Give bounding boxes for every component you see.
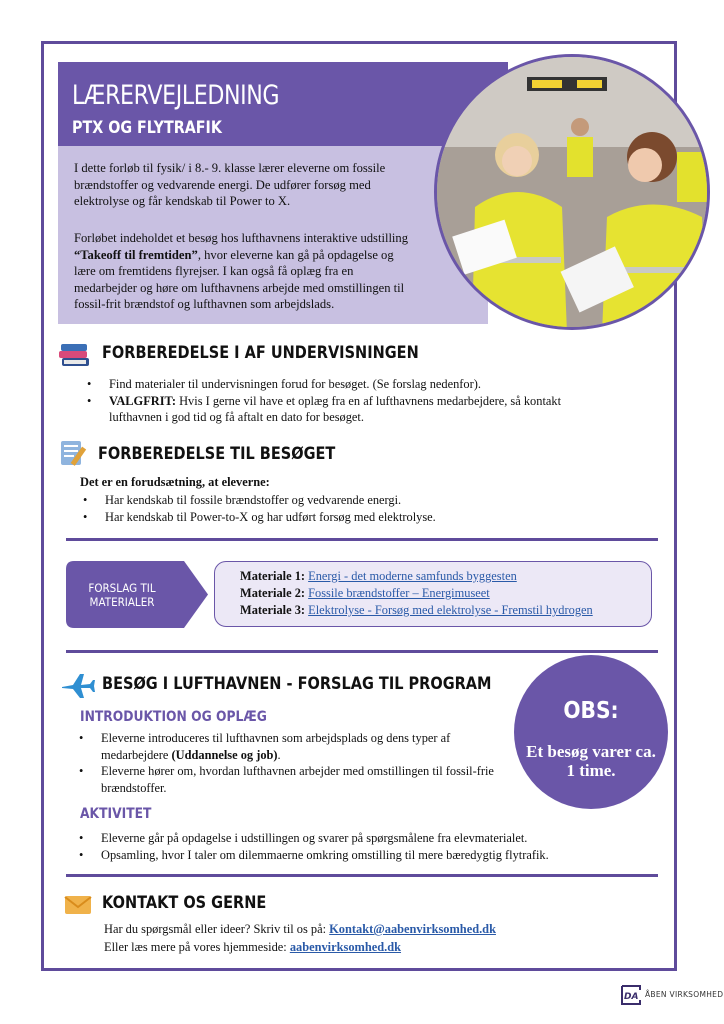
material-row-2: Materiale 2: Fossile brændstoffer – Energimuseet bbox=[240, 586, 490, 600]
list-item: • Find materialer til undervisningen forud for besøget. (Se forslag nedenfor). bbox=[84, 376, 564, 393]
intro-box bbox=[58, 146, 488, 324]
material-row-1: Materiale 1: Energi - det moderne samfunds byggesten bbox=[240, 569, 517, 583]
page-subtitle: PTX OG FLYTRAFIK bbox=[72, 118, 222, 138]
section-visit-prep-list bbox=[80, 492, 580, 525]
list-item: • Har kendskab til fossile brændstoffer og vedvarende energi. bbox=[80, 492, 580, 509]
activity-subtitle: AKTIVITET bbox=[80, 806, 152, 822]
divider bbox=[66, 538, 658, 541]
material-3-link[interactable]: Elektrolyse - Forsøg med elektrolyse - Fremstil hydrogen bbox=[308, 603, 593, 617]
section-program-title: BESØG I LUFTHAVNEN - FORSLAG TIL PROGRAM bbox=[102, 674, 492, 693]
airport-photo bbox=[434, 54, 710, 330]
list-item: • VALGFRIT: Hvis I gerne vil have et oplæg fra en af lufthavnens medarbejdere, så kontakt lufthavnen i god tid og få aftalt en dato for besøget. bbox=[84, 393, 564, 426]
list-item: • Har kendskab til Power-to-X og har udført forsøg med elektrolyse. bbox=[80, 509, 580, 526]
material-2-link[interactable]: Fossile brændstoffer – Energimuseet bbox=[308, 586, 490, 600]
airplane-icon bbox=[60, 670, 96, 700]
intro-paragraph-2: Forløbet indeholdet et besøg hos lufthavnens interaktive udstilling “Takeoff til fremtiden”, hvor eleverne kan gå på opdagelse og lære om fremtidens flyrejser. I kan også få oplæg fra en medarbejder og høre om lufthavnens arbejde med omstillingen til fossil-frit brændstof og lufthavnen som arbejdslads. bbox=[74, 231, 409, 312]
section-visit-prep-title: FORBEREDELSE TIL BESØGET bbox=[98, 444, 336, 463]
page-title: LÆRERVEJLEDNING bbox=[72, 80, 280, 111]
contact-line-1: Har du spørgsmål eller ideer? Skriv til os på: Kontakt@aabenvirksomhed.dk bbox=[104, 922, 496, 936]
obs-heading: OBS: bbox=[563, 698, 619, 724]
list-item: • Eleverne går på opdagelse i udstillingen og svarer på spørgsmålene fra elevmaterialet. bbox=[76, 830, 636, 847]
list-item: • Opsamling, hvor I taler om dilemmaerne omkring omstilling til mere bæredygtig flytrafik. bbox=[76, 847, 636, 864]
airport-photo-illustration bbox=[437, 57, 710, 330]
intro-paragraph-1: I dette forløb til fysik/ i 8.- 9. klasse lærer eleverne om fossile brændstoffer og vedvarende energi. De udfører forsøg med elektrolyse og får kendskab til Power to X. bbox=[74, 161, 386, 209]
list-item: • Eleverne hører om, hvordan lufthavnen arbejder med omstillingen til fossil-frie brændstoffer. bbox=[76, 763, 496, 796]
divider bbox=[66, 650, 658, 653]
list-item: • Eleverne introduceres til lufthavnen som arbejdsplads og dens typer af medarbejdere (Uddannelse og job). bbox=[76, 730, 496, 763]
section-preparation-list bbox=[84, 376, 564, 426]
obs-circle bbox=[514, 655, 668, 809]
material-1-link[interactable]: Energi - det moderne samfunds byggesten bbox=[308, 569, 517, 583]
logo-text: ÅBEN VIRKSOMHED bbox=[645, 990, 724, 999]
material-row-3: Materiale 3: Elektrolyse - Forsøg med elektrolyse - Fremstil hydrogen bbox=[240, 603, 593, 617]
checklist-icon bbox=[58, 438, 90, 468]
logo-mark-text: DA bbox=[624, 992, 639, 1002]
section-preparation-title: FORBEREDELSE I AF UNDERVISNINGEN bbox=[102, 343, 419, 362]
section-visit-prep-lead: Det er en forudsætning, at eleverne: bbox=[80, 475, 270, 489]
section-contact-title: KONTAKT OS GERNE bbox=[102, 893, 267, 912]
website-link[interactable]: aabenvirksomhed.dk bbox=[289, 940, 402, 954]
books-icon bbox=[58, 340, 92, 370]
logo-mark bbox=[620, 984, 642, 1006]
intro-subtitle: INTRODUKTION OG OPLÆG bbox=[80, 709, 267, 725]
envelope-icon bbox=[64, 894, 92, 916]
divider bbox=[66, 874, 658, 877]
obs-text: Et besøg varer ca. 1 time. bbox=[526, 742, 656, 780]
contact-email-link[interactable]: Kontakt@aabenvirksomhed.dk bbox=[329, 922, 496, 936]
materials-label: FORSLAG TIL MATERIALER bbox=[88, 581, 156, 609]
intro-list bbox=[76, 730, 496, 796]
activity-list bbox=[76, 830, 636, 863]
contact-line-2: Eller læs mere på vores hjemmeside: aabenvirksomhed.dk bbox=[104, 940, 402, 954]
